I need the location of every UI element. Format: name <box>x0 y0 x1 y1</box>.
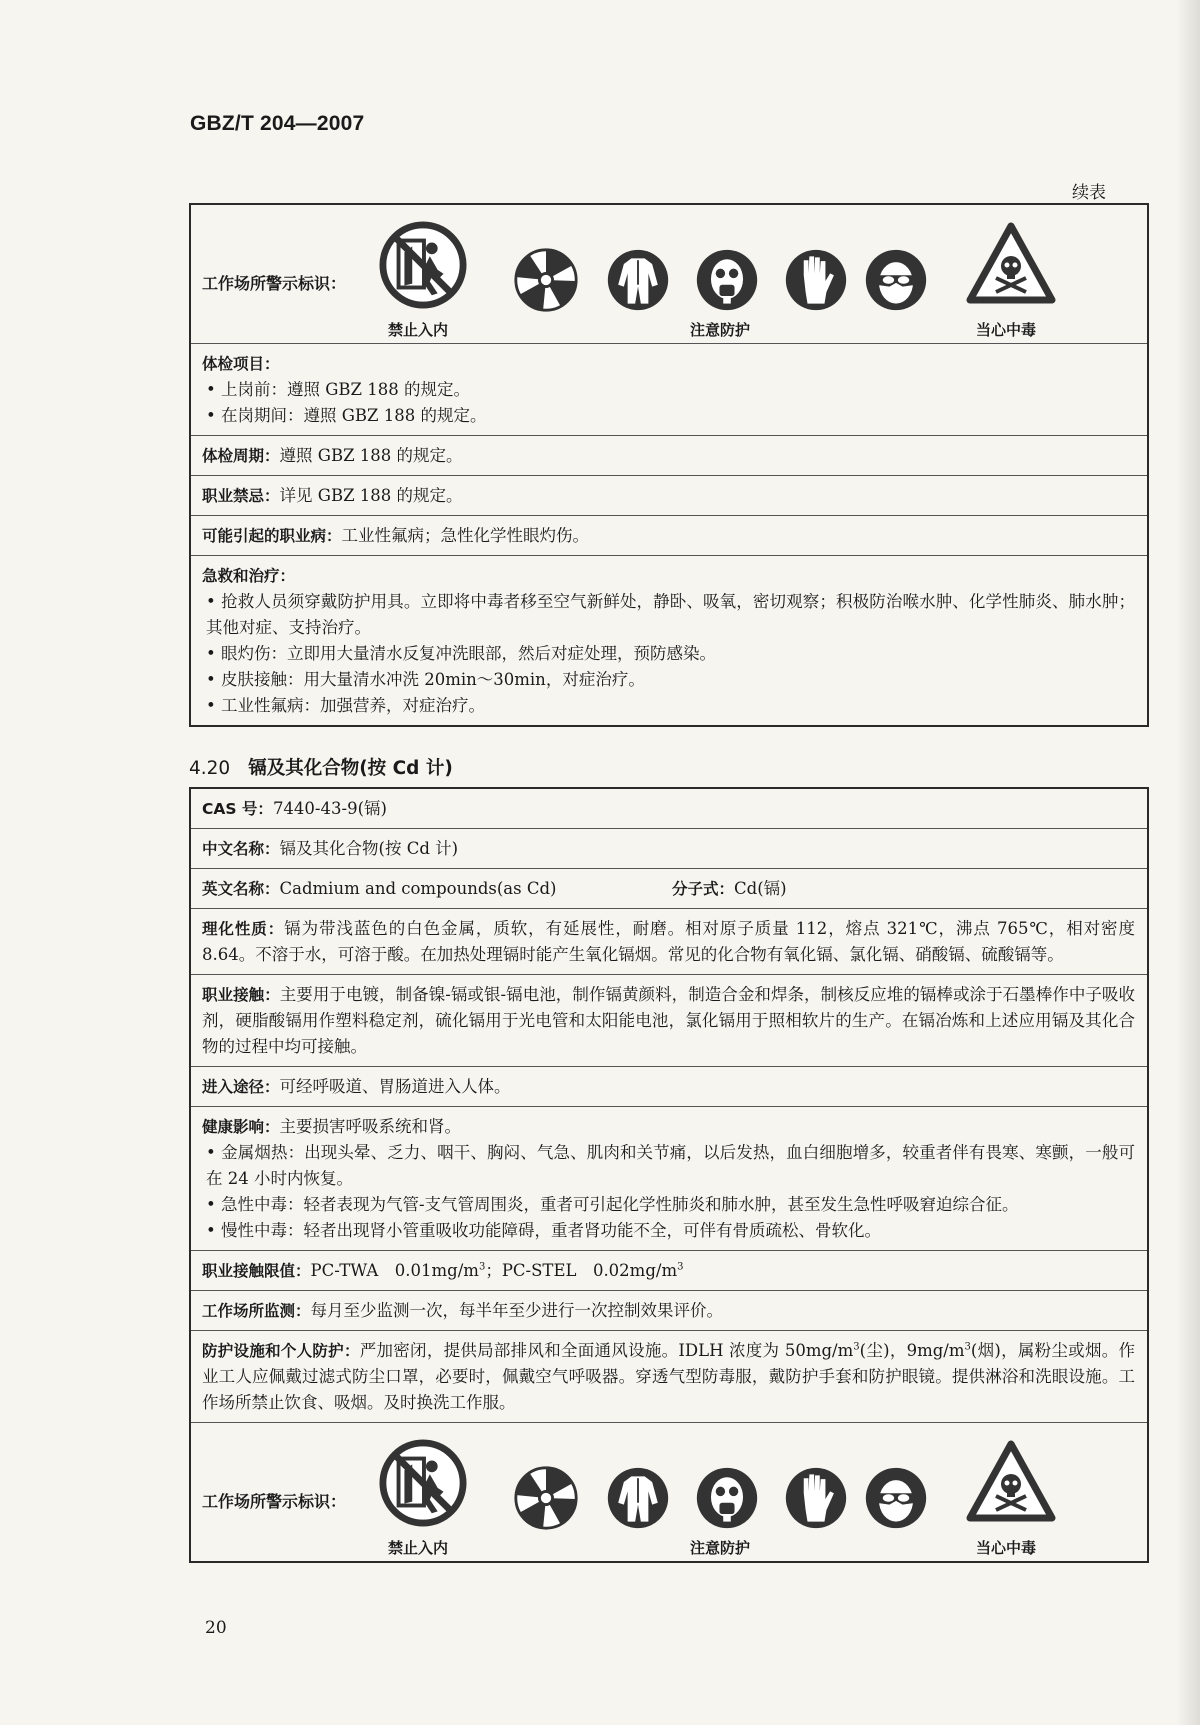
exposure-limit-label: 职业接触限值： <box>202 1262 311 1280</box>
exam-items-title: 体检项目： <box>202 355 280 373</box>
properties-row <box>191 909 1147 975</box>
exam-period-row <box>191 436 1147 476</box>
first-aid-item: • 皮肤接触：用大量清水冲洗 20min～30min，对症治疗。 <box>206 670 645 689</box>
section-heading <box>189 754 453 780</box>
first-aid-item: • 工业性氟病：加强营养，对症治疗。 <box>206 696 485 715</box>
chinese-name-row <box>191 829 1147 869</box>
warning-signs-row <box>191 205 1147 344</box>
properties-value: 镉为带浅蓝色的白色金属，质软，有延展性，耐磨。相对原子质量 112，熔点 321℃，沸点 765℃，相对密度 8.64。不溶于水，可溶于酸。在加热处理镉时能产生氧化镉烟。常见的化合物有氧化镉、氯化镉、硝酸镉、硫酸镉等。 <box>202 919 1135 964</box>
warning-signs-label: 工作场所警示标识： <box>202 1492 347 1511</box>
limit-separator: ； <box>485 1261 502 1280</box>
exam-item: • 在岗期间：遵照 GBZ 188 的规定。 <box>206 406 487 425</box>
first-aid-item: • 抢救人员须穿戴防护用具。立即将中毒者移至空气新鲜处，静卧、吸氧，密切观察；积极防治喉水肿、化学性肺炎、肺水肿；其他对症、支持治疗。 <box>206 592 1135 637</box>
exposure-row <box>191 975 1147 1067</box>
limit-stel: PC-STEL 0.02mg/m <box>501 1261 678 1280</box>
gas-mask-icon <box>694 1465 760 1531</box>
english-name-label: 英文名称： <box>202 880 280 898</box>
section-title: 镉及其化合物(按 Cd 计) <box>248 758 453 779</box>
continued-table <box>189 203 1149 727</box>
entry-route-label: 进入途径： <box>202 1078 280 1096</box>
section-number: 4.20 <box>189 758 231 779</box>
exam-period-value: 遵照 GBZ 188 的规定。 <box>279 446 463 465</box>
health-effects-label: 健康影响： <box>202 1118 280 1136</box>
ventilation-fan-icon <box>513 247 579 313</box>
warning-signs-label: 工作场所警示标识： <box>202 274 347 293</box>
first-aid-title: 急救和治疗： <box>202 567 296 585</box>
limit-twa-superscript: 3 <box>478 1261 486 1273</box>
caption-caution-protection: 注意防护 <box>690 321 751 339</box>
health-effect-item: • 慢性中毒：轻者出现肾小管重吸收功能障碍，重者肾功能不全，可伴有骨质疏松、骨软化。 <box>206 1221 881 1240</box>
occupational-disease-label: 可能引起的职业病： <box>202 527 342 545</box>
cadmium-table <box>189 787 1149 1563</box>
protection-row <box>191 1331 1147 1423</box>
formula-value: Cd(镉) <box>734 879 787 898</box>
entry-route-row <box>191 1067 1147 1107</box>
properties-label: 理化性质： <box>202 920 285 938</box>
exam-period-label: 体检周期： <box>202 447 280 465</box>
continued-table-label: 续表 <box>1072 183 1106 203</box>
no-entry-sign-icon <box>379 1439 467 1527</box>
protection-superscript-1: 3 <box>853 1341 860 1353</box>
contraindication-label: 职业禁忌： <box>202 487 280 505</box>
contraindication-row <box>191 476 1147 516</box>
occupational-disease-row <box>191 516 1147 556</box>
contraindication-value: 详见 GBZ 188 的规定。 <box>279 486 463 505</box>
protection-part1: 严加密闭，提供局部排风和全面通风设施。IDLH 浓度为 50mg/m <box>359 1341 854 1360</box>
monitoring-label: 工作场所监测： <box>202 1302 311 1320</box>
health-effect-item: • 金属烟热：出现头晕、乏力、咽干、胸闷、气急、肌肉和关节痛，以后发热，血白细胞增多，较重者伴有畏寒、寒颤，一般可在 24 小时内恢复。 <box>206 1143 1135 1188</box>
exam-item: • 上岗前：遵照 GBZ 188 的规定。 <box>206 380 470 399</box>
protection-part3: (烟)，属粉尘或烟。作业工人应佩戴过滤式防尘口罩，必要时，佩戴空气呼吸器。穿透气型防毒服，戴防护手套和防护眼镜。提供淋浴和洗眼设施。工作场所禁止饮食、吸烟。及时换洗工作服。 <box>202 1341 1135 1412</box>
english-name-value: Cadmium and compounds(as Cd) <box>279 879 557 898</box>
warning-signs-row <box>191 1423 1147 1563</box>
limit-twa: PC-TWA 0.01mg/m <box>310 1261 479 1280</box>
cas-row <box>191 789 1147 829</box>
protective-suit-icon <box>605 1465 671 1531</box>
chinese-name-value: 镉及其化合物(按 Cd 计) <box>279 839 459 858</box>
ventilation-fan-icon <box>513 1465 579 1531</box>
protection-part2: (尘)，9mg/m <box>859 1341 965 1360</box>
caption-no-entry: 禁止入内 <box>388 1539 449 1557</box>
health-effects-row <box>191 1107 1147 1251</box>
occupational-disease-value: 工业性氟病；急性化学性眼灼伤。 <box>341 526 590 545</box>
protective-gloves-icon <box>783 1465 849 1531</box>
no-entry-sign-icon <box>379 221 467 309</box>
caption-beware-poison: 当心中毒 <box>976 1539 1037 1557</box>
gas-mask-icon <box>694 247 760 313</box>
chinese-name-label: 中文名称： <box>202 840 280 858</box>
exposure-label: 职业接触： <box>202 986 280 1004</box>
first-aid-row <box>191 556 1147 727</box>
health-effect-item: • 急性中毒：轻者表现为气管-支气管周围炎，重者可引起化学性肺炎和肺水肿，甚至发生急性呼吸窘迫综合征。 <box>206 1195 1019 1214</box>
protection-label: 防护设施和个人防护： <box>202 1342 360 1360</box>
poison-warning-icon <box>966 221 1056 307</box>
monitoring-value: 每月至少监测一次，每半年至少进行一次控制效果评价。 <box>310 1301 724 1320</box>
exam-items-row <box>191 344 1147 436</box>
poison-warning-icon <box>966 1439 1056 1525</box>
caption-beware-poison: 当心中毒 <box>976 321 1037 339</box>
page-edge-shadow <box>1176 0 1200 1725</box>
first-aid-item: • 眼灼伤：立即用大量清水反复冲洗眼部，然后对症处理，预防感染。 <box>206 644 716 663</box>
entry-route-value: 可经呼吸道、胃肠道进入人体。 <box>279 1077 511 1096</box>
formula-label: 分子式： <box>672 880 735 898</box>
limit-stel-superscript: 3 <box>677 1261 684 1273</box>
exposure-limit-row <box>191 1251 1147 1291</box>
protective-gloves-icon <box>783 247 849 313</box>
safety-goggles-icon <box>863 1465 929 1531</box>
page-number: 20 <box>205 1618 227 1638</box>
monitoring-row <box>191 1291 1147 1331</box>
safety-goggles-icon <box>863 247 929 313</box>
english-name-row <box>191 869 1147 909</box>
caption-no-entry: 禁止入内 <box>388 321 449 339</box>
cas-label: CAS 号： <box>202 800 273 818</box>
caption-caution-protection: 注意防护 <box>690 1539 751 1557</box>
health-effects-value: 主要损害呼吸系统和肾。 <box>279 1117 462 1136</box>
standard-number: GBZ/T 204—2007 <box>190 112 365 135</box>
exposure-value: 主要用于电镀，制备镍-镉或银-镉电池，制作镉黄颜料，制造合金和焊条，制核反应堆的镉棒或涂于石墨棒作中子吸收剂，硬脂酸镉用作塑料稳定剂，硫化镉用于光电管和太阳能电池，氯化镉用于照相软片的生产。在镉冶炼和上述应用镉及其化合物的过程中均可接触。 <box>202 985 1135 1056</box>
protective-suit-icon <box>605 247 671 313</box>
protection-superscript-2: 3 <box>964 1341 971 1353</box>
cas-value: 7440-43-9(镉) <box>272 799 387 818</box>
